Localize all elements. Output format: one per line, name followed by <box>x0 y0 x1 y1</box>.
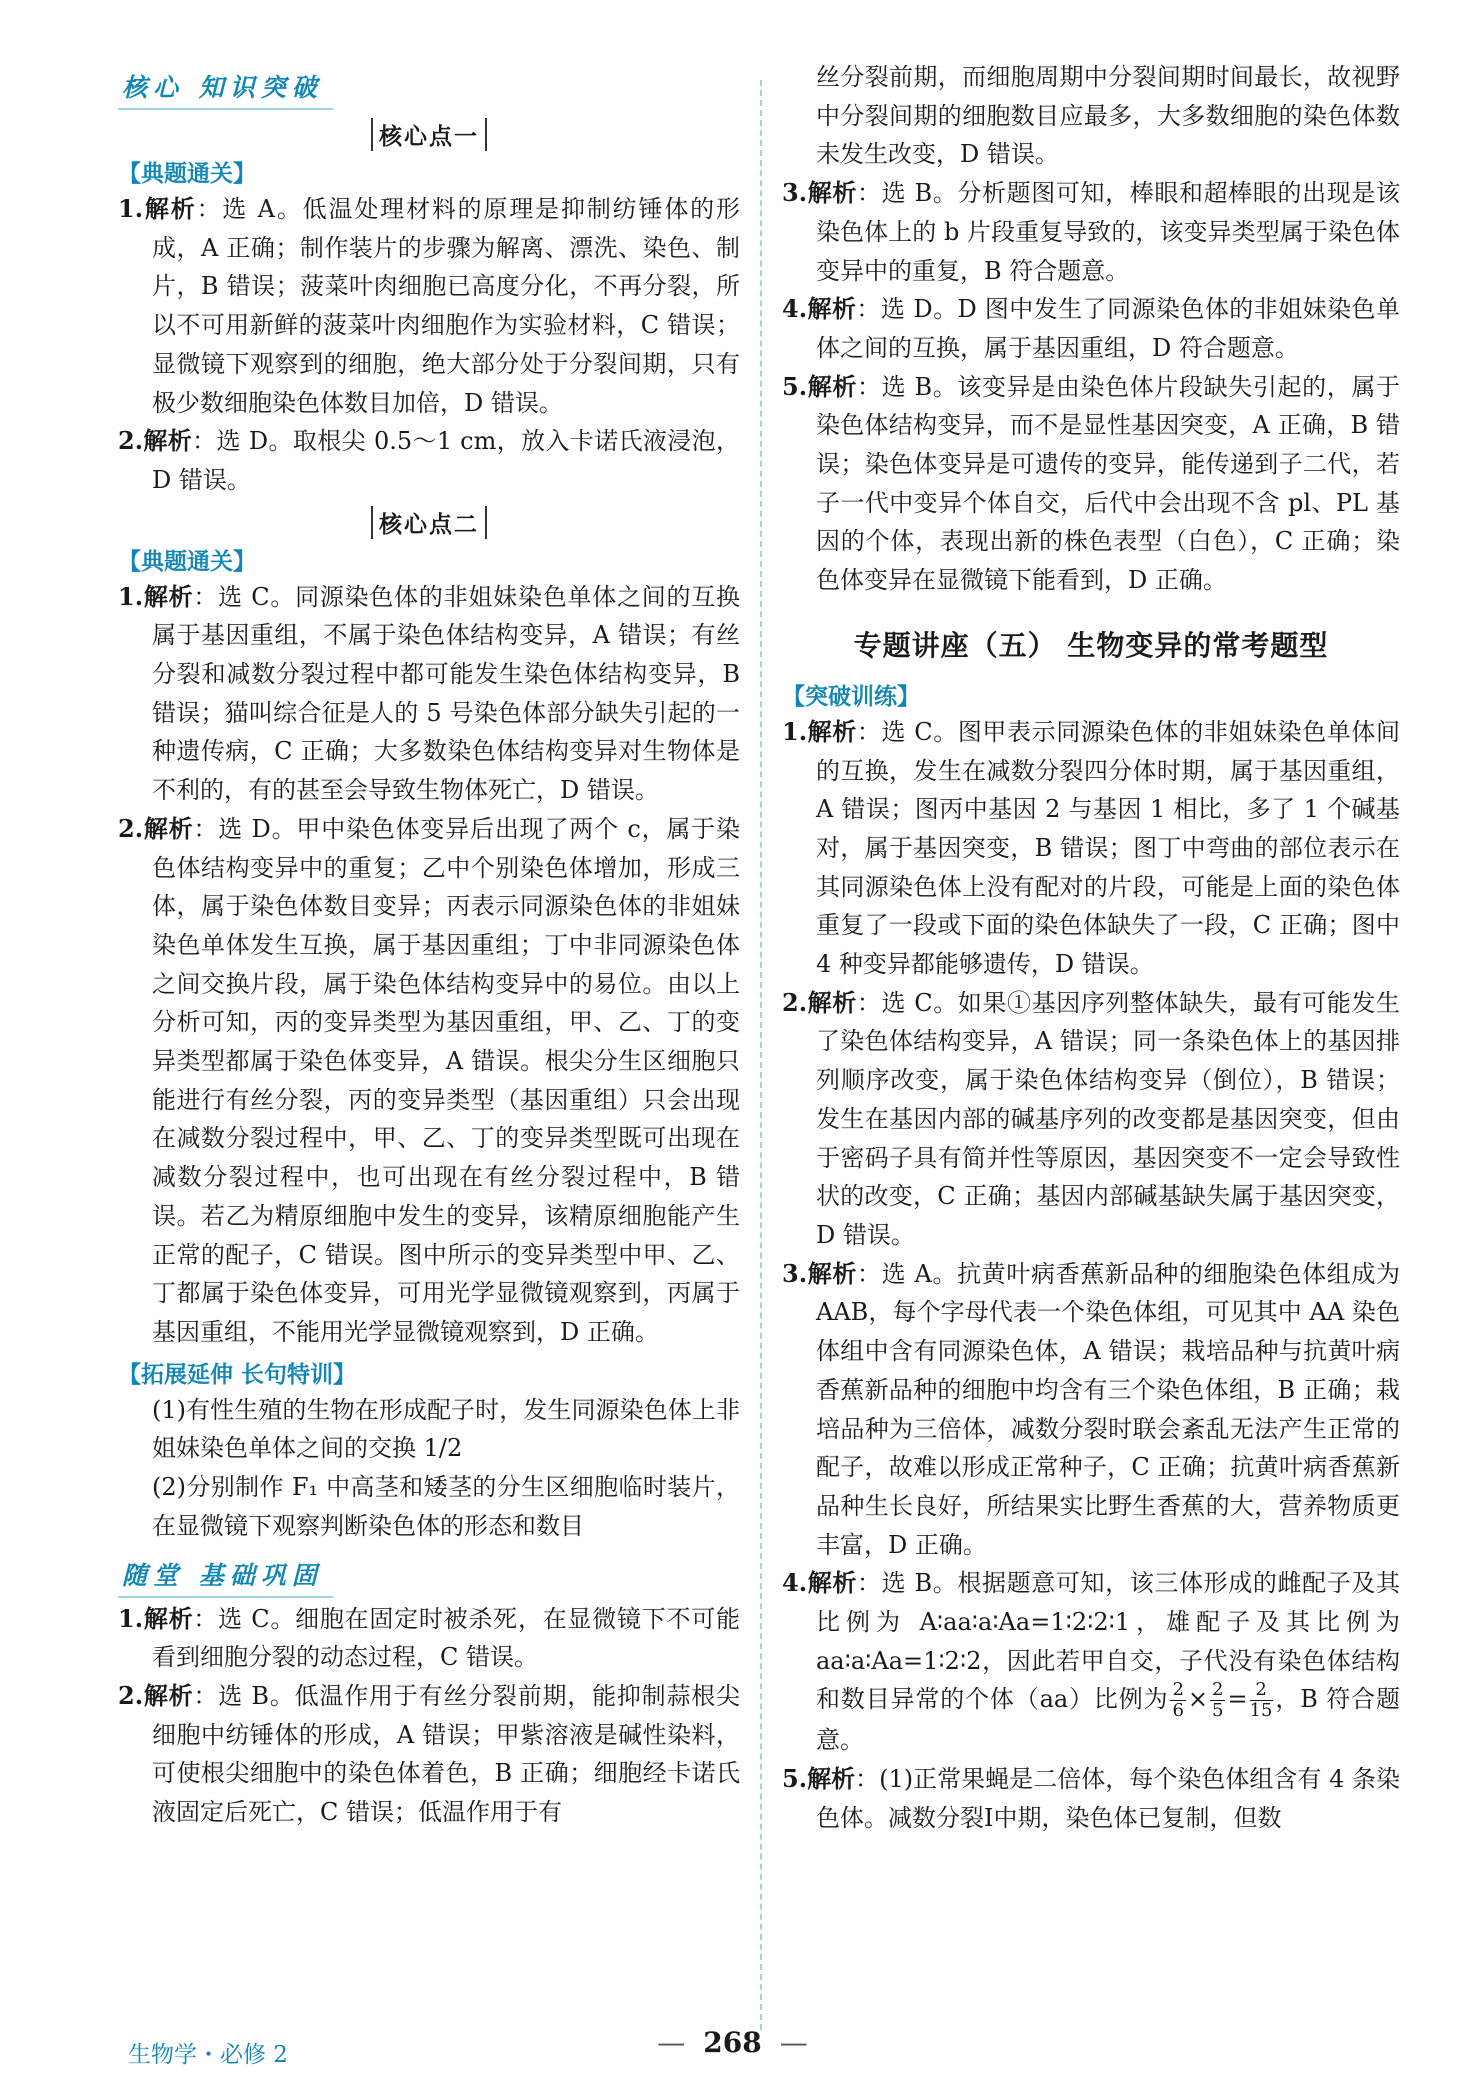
answer-item <box>782 368 1400 600</box>
item-text: ：选 B。该变异是由染色体片段缺失引起的，属于染色体结构变异，而不是显性基因突变，A 正确，B 错误；染色体变异是可遗传的变异，能传递到子二代，若子一代中变异个体自交，后代中会出现不含 pl、PL 基因的个体，表现出新的株色表型（白色），C 正确；染色体变异在显微镜下能看到，D 正确。 <box>816 372 1401 595</box>
tag-heading: 【突破训练】 <box>782 682 920 710</box>
answer-item <box>118 190 740 422</box>
item-label: 解析 <box>807 1569 857 1598</box>
column-divider <box>760 80 762 2030</box>
item-text: ：选 C。同源染色体的非姐妹染色单体之间的互换属于基因重组，不属于染色体结构变异，A 错误；有丝分裂和减数分裂过程中都可能发生染色体结构变异，B 错误；猫叫综合征是人的 5 号染色体部分缺失引起的一种遗传病，C 正确；大多数染色体结构变异对生物体是不利的，有的甚至会导致生物体死亡，D 错误。 <box>152 582 740 805</box>
tag-heading: 【拓展延伸 长句特训】 <box>118 1360 357 1388</box>
fraction: $\frac{2}{15}$ <box>1249 1679 1273 1722</box>
item-label: 解析 <box>143 1681 194 1710</box>
left-column <box>118 58 740 1832</box>
answer-list <box>118 1600 740 1832</box>
item-text: ：(1)正常果蝇是二倍体，每个染色体组含有 4 条染色体。减数分裂Ⅰ中期，染色体已复制，但数 <box>816 1765 1401 1832</box>
item-text: ：选 A。低温处理材料的原理是抑制纺锤体的形成，A 正确；制作装片的步骤为解离、漂洗、染色、制片，B 错误；菠菜叶肉细胞已高度分化，不再分裂，所以不可用新鲜的菠菜叶肉细胞作为实验材料，C 错误；显微镜下观察到的细胞，绝大部分处于分裂间期，只有极少数细胞染色体数目加倍，D 错误。 <box>152 195 740 417</box>
footer-subject: 生物学・必修 2 <box>128 2042 288 2068</box>
answer-item <box>118 578 740 810</box>
answer-item <box>782 1255 1400 1565</box>
answer-item <box>782 290 1400 367</box>
item-number: 4. <box>782 1568 808 1598</box>
item-label: 解析 <box>143 195 197 223</box>
item-text: ：选 B。低温作用于有丝分裂前期，能抑制蒜根尖细胞中纺锤体的形成，A 错误；甲紫溶液是碱性染料，可使根尖细胞中的染色体着色，B 正确；细胞经卡诺氏液固定后死亡，C 错误；低温作用于有 <box>152 1681 741 1827</box>
answer-item <box>782 713 1400 984</box>
item-number: 2. <box>118 1680 144 1710</box>
item-number: 2. <box>782 987 808 1017</box>
core-point-heading <box>118 118 740 151</box>
page-number <box>0 2026 1465 2059</box>
tag-heading: 【典题通关】 <box>118 547 256 575</box>
item-label: 解析 <box>807 1259 857 1288</box>
item-label: 解析 <box>143 814 194 843</box>
section-heading: 随堂 基础巩固 <box>118 1556 333 1598</box>
item-label: 解析 <box>143 582 194 611</box>
item-label: 解析 <box>807 1765 856 1794</box>
item-label: 解析 <box>143 1604 194 1633</box>
item-number: 2. <box>118 426 144 456</box>
item-label: 解析 <box>143 427 193 456</box>
answer-item <box>118 422 740 499</box>
dash-right: — <box>779 2026 808 2059</box>
lecture-title: 专题讲座（五） 生物变异的常考题型 <box>853 628 1329 662</box>
equals-sign: = <box>1227 1685 1248 1714</box>
item-text-tail: ，B 符合题意。 <box>816 1685 1400 1755</box>
dash-left: — <box>657 2026 686 2059</box>
item-text: ：选 D。甲中染色体变异后出现了两个 c，属于染色体结构变异中的重复；乙中个别染色体增加，形成三体，属于染色体数目变异；丙表示同源染色体的非姐妹染色单体发生互换，属于基因重组；丁中非同源染色体之间交换片段，属于染色体结构变异中的易位。由以上分析可知，丙的变异类型为基因重组，甲、乙、丁的变异类型都属于染色体变异，A 错误。根尖分生区细胞只能进行有丝分裂，丙的变异类型（基因重组）只会出现在减数分裂过程中，甲、乙、丁的变异类型既可出现在减数分裂过程中，也可出现在有丝分裂过程中，B 错误。若乙为精原细胞中发生的变异，该精原细胞能产生正常的配子，C 错误。图中所示的变异类型中甲、乙、丁都属于染色体变异，可用光学显微镜观察到，丙属于基因重组，不能用光学显微镜观察到，D 正确。 <box>152 814 740 1346</box>
item-text: ：选 C。图甲表示同源染色体的非姐妹染色单体间的互换，发生在减数分裂四分体时期，属于基因重组，A 错误；图丙中基因 2 与基因 1 相比，多了 1 个碱基对，属于基因突变，B 错误；图丁中弯曲的部位表示在其同源染色体上没有配对的片段，可能是上面的染色体重复了一段或下面的染色体缺失了一段，C 正确；图中 4 种变异都能够遗传，D 错误。 <box>816 717 1400 979</box>
page-number-value: 268 <box>703 2026 762 2059</box>
item-text: ：选 B。根据题意可知，该三体形成的雌配子及其比例为 A∶aa∶a∶Aa=1∶2∶2∶1，雄配子及其比例为 aa∶a∶Aa=1∶2∶2，因此若甲自交，子代没有染色体结构和数目异常的个体（aa）比例为 <box>816 1569 1401 1714</box>
item-number: 4. <box>782 294 808 324</box>
item-number: 1. <box>118 1603 144 1633</box>
item-label: 解析 <box>807 372 857 401</box>
item-label: 解析 <box>807 717 857 746</box>
item-text: ：选 D。取根尖 0.5～1 cm，放入卡诺氏液浸泡，D 错误。 <box>152 427 741 494</box>
item-number: 1. <box>118 581 144 611</box>
times-sign: × <box>1187 1685 1209 1714</box>
item-number: 5. <box>782 1764 808 1794</box>
answer-item <box>782 1564 1400 1760</box>
right-column <box>782 58 1400 1838</box>
continued-text: 丝分裂前期，而细胞周期中分裂间期时间最长，故视野中分裂间期的细胞数目应最多，大多数细胞的染色体数未发生改变，D 错误。 <box>816 63 1400 169</box>
item-number: 1. <box>782 716 808 746</box>
core-point-heading <box>118 506 740 539</box>
extension-answer: (1)有性生殖的生物在形成配子时，发生同源染色体上非姐妹染色单体之间的交换 1/2 <box>152 1395 740 1463</box>
answer-item <box>118 810 740 1352</box>
item-number: 2. <box>118 813 144 843</box>
core-point-label: 核心点二 <box>371 506 487 539</box>
answer-list <box>118 578 740 1352</box>
fraction: $\frac{2}{5}$ <box>1212 1679 1224 1722</box>
section-heading: 核心 知识突破 <box>118 68 333 110</box>
answer-item <box>118 1677 740 1832</box>
extension-answer: (2)分别制作 F₁ 中高茎和矮茎的分生区细胞临时装片，在显微镜下观察判断染色体的形态和数目 <box>152 1473 740 1540</box>
item-text: ：选 C。细胞在固定时被杀死，在显微镜下不可能看到细胞分裂的动态过程，C 错误。 <box>152 1604 740 1672</box>
item-text: ：选 A。抗黄叶病香蕉新品种的细胞染色体组成为 AAB，每个字母代表一个染色体组，可见其中 AA 染色体组中含有同源染色体，A 错误；栽培品种与抗黄叶病香蕉新品种的细胞中均含有三个染色体组，B 正确；栽培品种为三倍体，减数分裂时联会紊乱无法产生正常的配子，故难以形成正常种子，C 正确；抗黄叶病香蕉新品种生长良好，所结果实比野生香蕉的大，营养物质更丰富，D 正确。 <box>816 1259 1400 1559</box>
answer-list <box>118 190 740 500</box>
item-label: 解析 <box>807 988 857 1017</box>
item-text: ：选 D。D 图中发生了同源染色体的非姐妹染色单体之间的互换，属于基因重组，D 符合题意。 <box>816 295 1400 362</box>
item-label: 解析 <box>807 295 857 324</box>
item-label: 解析 <box>807 179 857 208</box>
tag-heading: 【典题通关】 <box>118 160 256 187</box>
answer-list <box>782 174 1400 600</box>
item-text: ：选 C。如果①基因序列整体缺失，最有可能发生了染色体结构变异，A 错误；同一条染色体上的基因排列顺序改变，属于染色体结构变异（倒位），B 错误；发生在基因内部的碱基序列的改变都是基因突变，但由于密码子具有简并性等原因，基因突变不一定会导致性状的改变，C 正确；基因内部碱基缺失属于基因突变，D 错误。 <box>816 988 1400 1249</box>
item-number: 3. <box>782 178 808 208</box>
item-number: 5. <box>782 371 808 401</box>
answer-item <box>782 1760 1400 1837</box>
answer-item <box>782 174 1400 290</box>
core-point-label: 核心点一 <box>371 118 487 151</box>
item-number: 3. <box>782 1258 808 1288</box>
answer-item <box>782 984 1400 1255</box>
answer-item <box>118 1600 740 1677</box>
fraction: $\frac{2}{6}$ <box>1172 1679 1184 1722</box>
item-text: ：选 B。分析题图可知，棒眼和超棒眼的出现是该染色体上的 b 片段重复导致的，该变异类型属于染色体变异中的重复，B 符合题意。 <box>816 179 1401 285</box>
item-number: 1. <box>118 194 144 223</box>
answer-list <box>782 713 1400 1564</box>
